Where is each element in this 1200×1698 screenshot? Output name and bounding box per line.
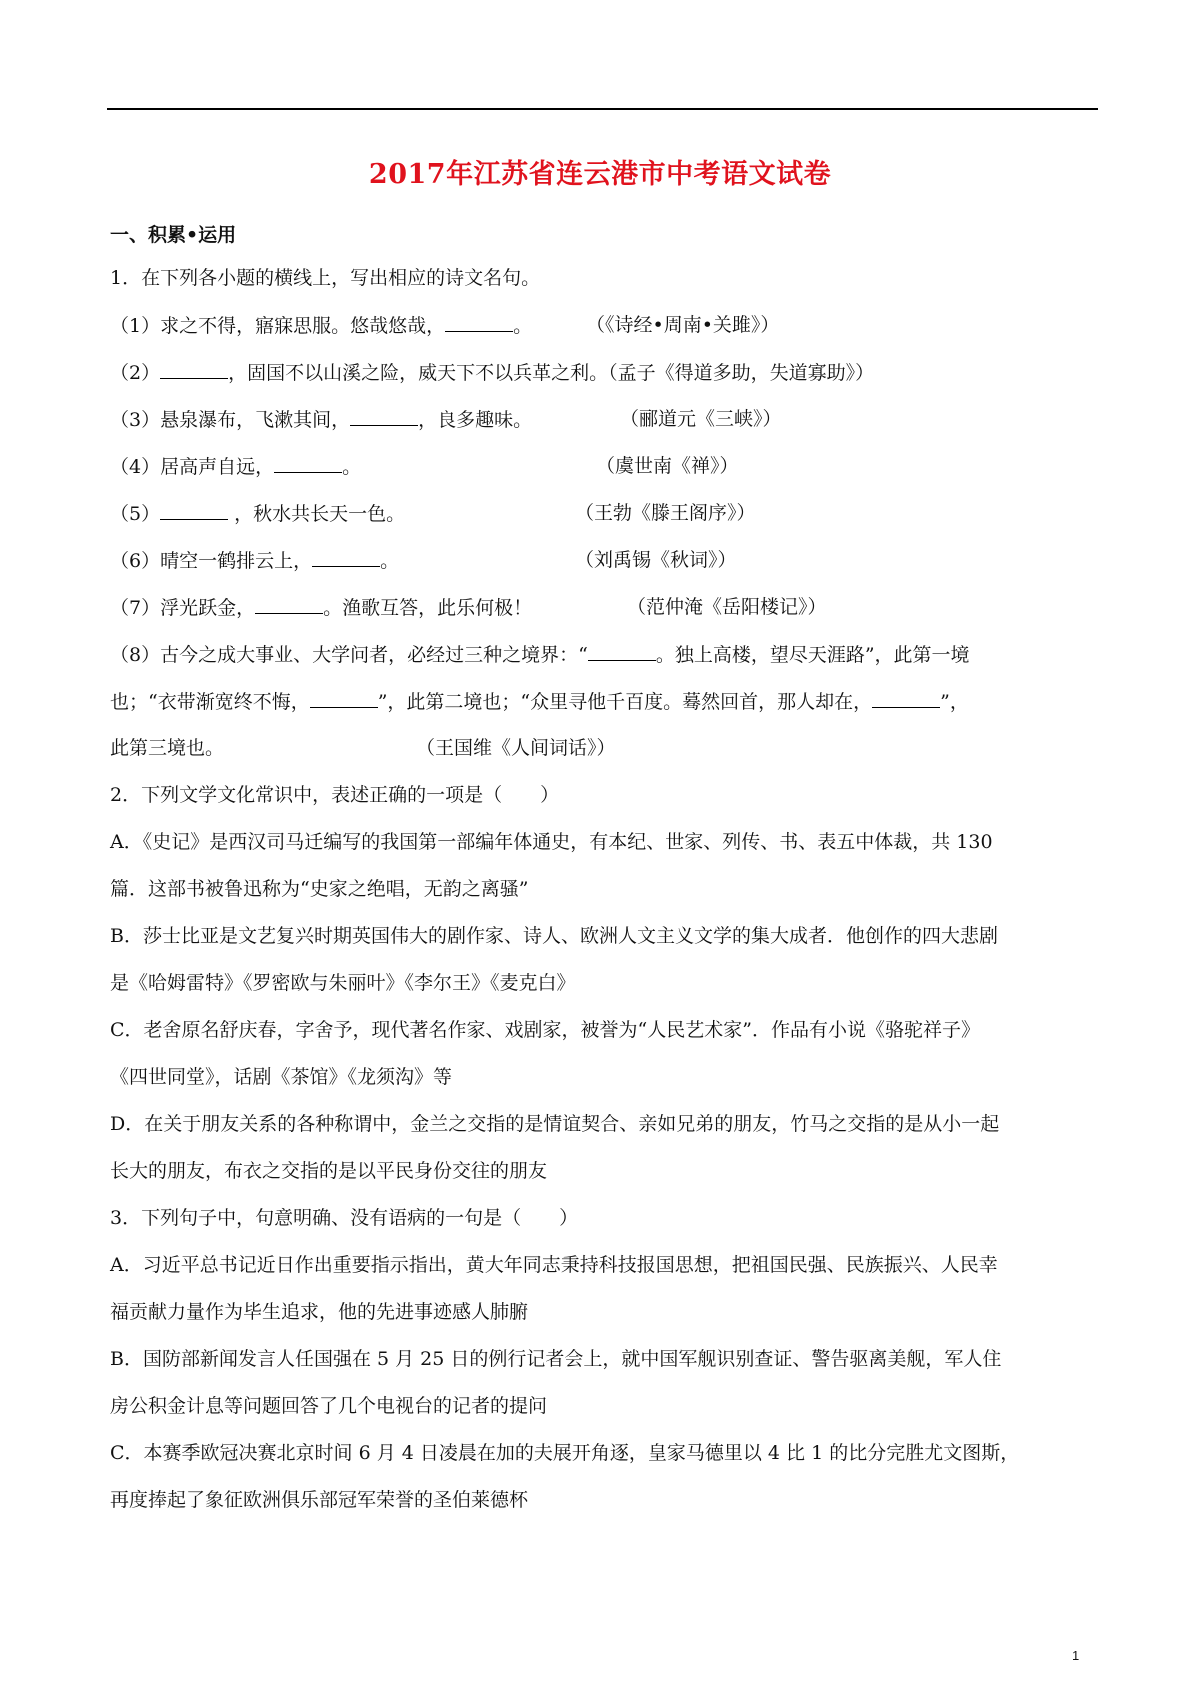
- item-source: （王勃《滕王阁序》）: [575, 502, 756, 524]
- item-text: 悬泉瀑布，飞漱其间，: [160, 409, 351, 431]
- question-item: [110, 501, 405, 526]
- option-line: 福贡献力量作为毕生追求，他的先进事迹感人肺腑: [110, 1301, 529, 1323]
- question-item: [110, 548, 399, 573]
- question-stem: 2．下列文学文化常识中，表述正确的一项是（ ）: [110, 784, 560, 806]
- item-source: （《诗经•周南•关雎》）: [586, 314, 780, 336]
- question-item: [110, 689, 969, 714]
- option-line: 长大的朋友，布衣之交指的是以平民身份交往的朋友: [110, 1160, 548, 1182]
- item-text: 。渔歌互答，此乐何极！: [323, 597, 533, 619]
- option-line: A．《史记》是西汉司马迁编写的我国第一部编年体通史，有本纪、世家、列传、书、表五中体裁，共 130: [110, 831, 993, 853]
- item-label: （8）: [110, 644, 161, 666]
- question-stem: 3．下列句子中，句意明确、没有语病的一句是（ ）: [110, 1207, 579, 1229]
- page-number: 1: [1072, 1648, 1080, 1663]
- option-line: B．莎士比亚是文艺复兴时期英国伟大的剧作家、诗人、欧洲人文主义文学的集大成者．他创作的四大悲剧: [110, 925, 998, 947]
- item-text: ”，此第二境也；“众里寻他千百度。蓦然回首，那人却在，: [377, 691, 873, 713]
- question-item: 此第三境也。: [110, 737, 225, 759]
- option-line: D．在关于朋友关系的各种称谓中，金兰之交指的是情谊契合、亲如兄弟的朋友，竹马之交指的是从小一起: [110, 1113, 1000, 1135]
- item-text: ，秋水共长天一色。: [234, 503, 406, 525]
- item-text: 也；“衣带渐宽终不悔，: [110, 691, 310, 713]
- answer-blank[interactable]: [445, 313, 513, 332]
- item-source: （郦道元《三峡》）: [620, 408, 782, 430]
- item-text: ，良多趣味。: [418, 409, 533, 431]
- item-label: （6）: [110, 550, 161, 572]
- question-item: [110, 313, 532, 338]
- item-text: 。: [513, 315, 533, 337]
- answer-blank[interactable]: [255, 595, 323, 614]
- item-source: （虞世南《禅》）: [596, 455, 739, 477]
- answer-blank[interactable]: [588, 642, 656, 661]
- question-item: [110, 407, 532, 432]
- question-stem: 1．在下列各小题的横线上，写出相应的诗文名句。: [110, 267, 541, 289]
- question-item: [110, 360, 874, 385]
- item-label: （3）: [110, 409, 161, 431]
- item-text: 古今之成大事业、大学问者，必经过三种之境界：“: [160, 644, 588, 666]
- option-line: 房公积金计息等问题回答了几个电视台的记者的提问: [110, 1395, 548, 1417]
- item-text: 晴空一鹤排云上，: [160, 550, 313, 572]
- question-item: [110, 642, 970, 667]
- answer-blank[interactable]: [274, 454, 342, 473]
- item-source: （孟子《得道多助，失道寡助》）: [608, 362, 875, 384]
- item-source: （王国维《人间词话》）: [416, 737, 616, 759]
- item-text: 居高声自远，: [160, 456, 275, 478]
- question-item: [110, 454, 361, 479]
- question-item: [110, 595, 532, 620]
- section-heading: 一、积累•运用: [110, 224, 237, 246]
- option-line: 再度捧起了象征欧洲俱乐部冠军荣誉的圣伯莱德杯: [110, 1489, 529, 1511]
- answer-blank[interactable]: [310, 689, 378, 708]
- header-rule: [107, 108, 1098, 110]
- item-text: 。: [380, 550, 400, 572]
- item-text: 浮光跃金，: [160, 597, 256, 619]
- item-label: （2）: [110, 362, 161, 384]
- item-source: （刘禹锡《秋词》）: [575, 549, 737, 571]
- answer-blank[interactable]: [312, 548, 380, 567]
- item-text: 。独上高楼，望尽天涯路”，此第一境: [655, 644, 970, 666]
- item-label: （4）: [110, 456, 161, 478]
- item-label: （5）: [110, 503, 161, 525]
- option-line: C．本赛季欧冠决赛北京时间 6 月 4 日凌晨在加的夫展开角逐，皇家马德里以 4 比 1 的比分完胜尤文图斯，: [110, 1442, 1020, 1464]
- item-text: 求之不得，寤寐思服。悠哉悠哉，: [160, 315, 446, 337]
- option-line: C．老舍原名舒庆春，字舍予，现代著名作家、戏剧家，被誉为“人民艺术家”．作品有小说《骆驼祥子》: [110, 1019, 980, 1041]
- option-line: 篇．这部书被鲁迅称为“史家之绝唱，无韵之离骚”: [110, 878, 529, 900]
- item-text: ”，: [940, 691, 969, 713]
- answer-blank[interactable]: [350, 407, 418, 426]
- answer-blank[interactable]: [872, 689, 940, 708]
- option-line: 是《哈姆雷特》《罗密欧与朱丽叶》《李尔王》《麦克白》: [110, 972, 576, 994]
- item-label: （1）: [110, 315, 161, 337]
- item-text: 。: [342, 456, 362, 478]
- page-title: 2017年江苏省连云港市中考语文试卷: [368, 159, 832, 190]
- item-source: （范仲淹《岳阳楼记》）: [627, 596, 827, 618]
- option-line: 《四世同堂》，话剧《茶馆》《龙须沟》等: [110, 1066, 453, 1088]
- option-line: A．习近平总书记近日作出重要指示指出，黄大年同志秉持科技报国思想，把祖国民强、民族振兴、人民幸: [110, 1254, 998, 1276]
- answer-blank[interactable]: [160, 501, 228, 520]
- answer-blank[interactable]: [160, 360, 228, 379]
- option-line: B．国防部新闻发言人任国强在 5 月 25 日的例行记者会上，就中国军舰识别查证、警告驱离美舰，军人住: [110, 1348, 1002, 1370]
- item-label: （7）: [110, 597, 161, 619]
- item-text: ，固国不以山溪之险，威天下不以兵革之利。: [228, 362, 609, 384]
